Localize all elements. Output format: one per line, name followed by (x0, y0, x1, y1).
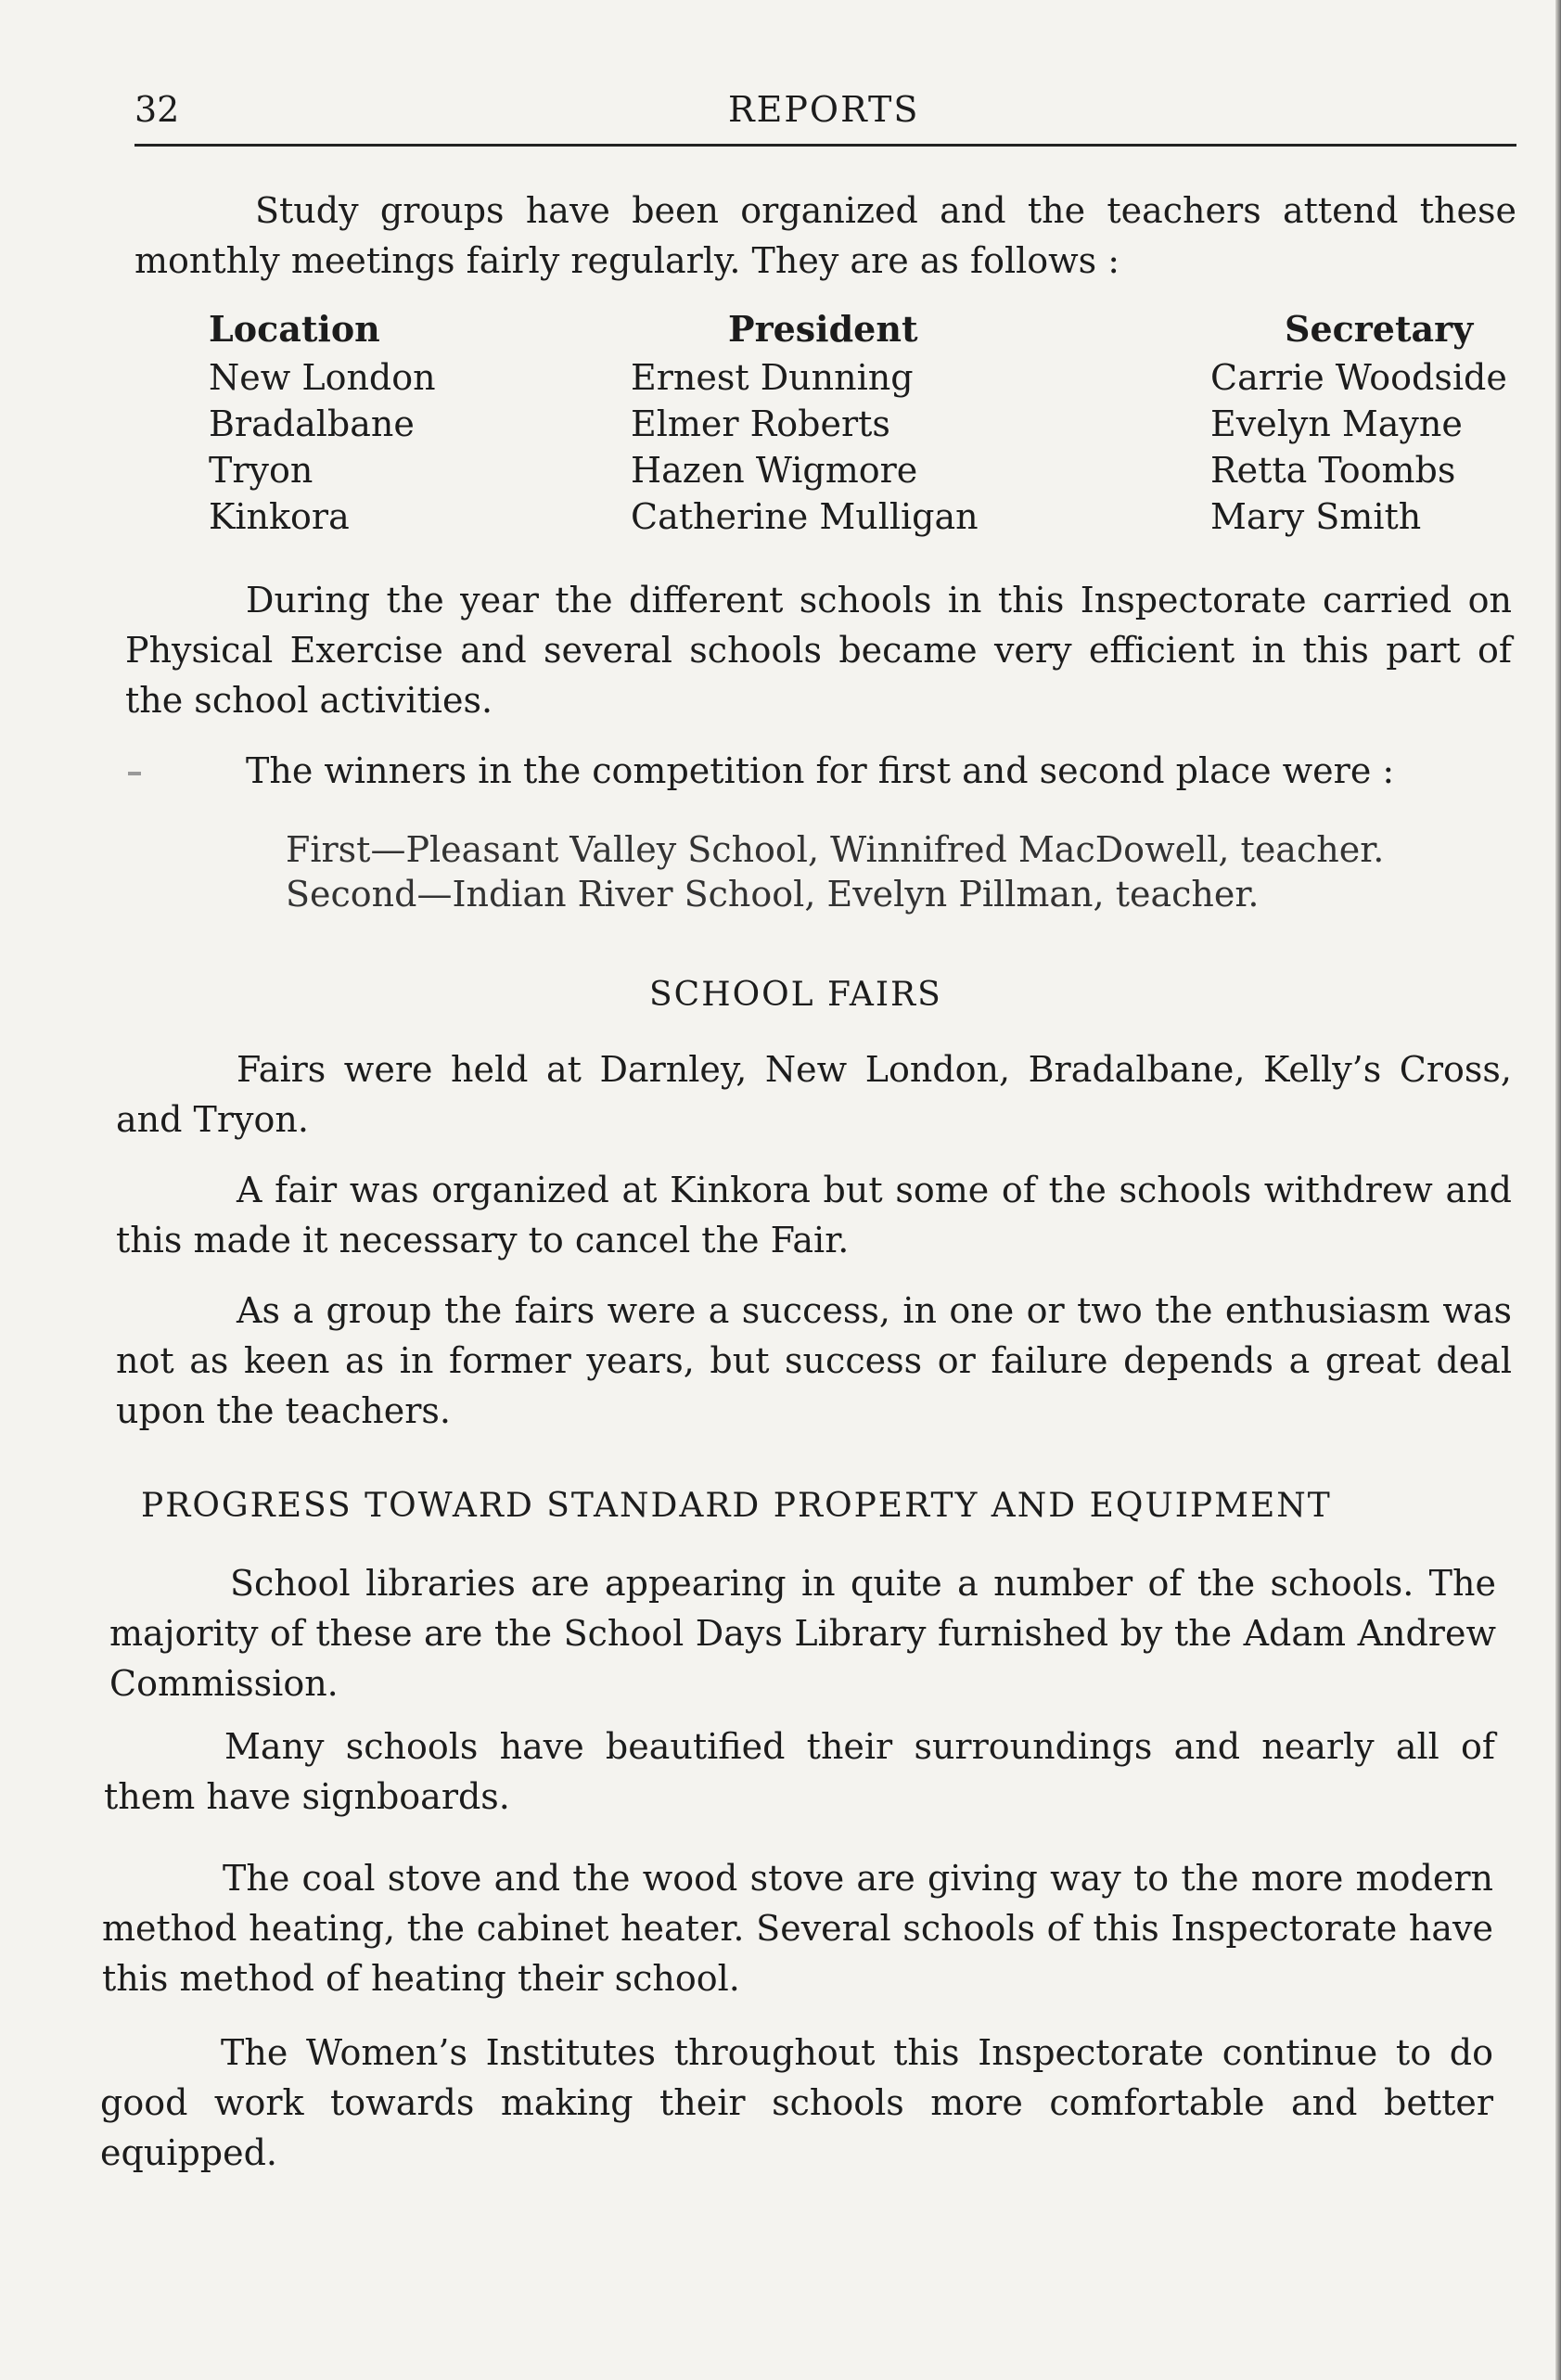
table-row (209, 401, 1507, 447)
progress-paragraph-3 (102, 1853, 1493, 2003)
physical-exercise-text: During the year the different schools in this Inspectorate carried on Physical Exercise and several schools became very efficient in this part of the school activities. (125, 580, 1512, 721)
progress-paragraph-4 (100, 2028, 1493, 2178)
winners-list (286, 827, 1384, 916)
page-header (134, 89, 1516, 135)
progress-paragraph-2 (104, 1721, 1495, 1822)
president-cell: Hazen Wigmore (631, 450, 918, 491)
fairs-text-2: A fair was organized at Kinkora but some of the schools withdrew and this made it necessary to cancel the Fair. (116, 1170, 1512, 1260)
secretary-cell: Evelyn Mayne (1210, 403, 1463, 444)
fairs-text-3: As a group the fairs were a success, in one or two the enthusiasm was not as keen as in former years, but success or failure depends a great deal upon the teachers. (116, 1290, 1512, 1431)
progress-paragraph-1 (109, 1558, 1496, 1708)
progress-text-2: Many schools have beautified their surroundings and nearly all of them have signboards. (104, 1726, 1495, 1817)
president-cell: Elmer Roberts (631, 403, 890, 444)
progress-text-1: School libraries are appearing in quite a number of the schools. The majority of these are the School Days Library furnished by the Adam Andrew Commission. (109, 1563, 1496, 1704)
progress-text-4: The Women’s Institutes throughout this Inspectorate continue to do good work towards making their schools more comfortable and better equipped. (100, 2032, 1493, 2173)
table-row (209, 493, 1507, 540)
study-groups-table (209, 302, 1507, 540)
table-header-row (209, 302, 1507, 354)
column-header-location: Location (209, 307, 380, 350)
school-fairs-heading: SCHOOL FAIRS (649, 976, 942, 1014)
progress-heading: PROGRESS TOWARD STANDARD PROPERTY AND EQUIPMENT (141, 1487, 1332, 1525)
winner-first: First—Pleasant Valley School, Winnifred MacDowell, teacher. (286, 829, 1385, 870)
location-cell: Kinkora (209, 496, 350, 537)
running-head: REPORTS (728, 89, 920, 130)
president-cell: Catherine Mulligan (631, 496, 979, 537)
secretary-cell: Mary Smith (1210, 496, 1422, 537)
intro-paragraph (134, 186, 1516, 286)
table-row (209, 447, 1507, 493)
progress-text-3: The coal stove and the wood stove are giving way to the more modern method heating, the cabinet heater. Several schools of this Inspectorate have this method of heating their school. (102, 1858, 1493, 1999)
president-cell: Ernest Dunning (631, 357, 914, 398)
winner-second: Second—Indian River School, Evelyn Pillman, teacher. (286, 874, 1260, 915)
secretary-cell: Carrie Woodside (1210, 357, 1507, 398)
fairs-paragraph-3 (116, 1286, 1512, 1436)
table-row (209, 354, 1507, 401)
winners-intro-text: The winners in the competition for first and second place were : (246, 750, 1395, 791)
intro-text: Study groups have been organized and the teachers attend these monthly meetings fairly regularly. They are as follows : (134, 190, 1516, 281)
page-number: 32 (134, 89, 180, 130)
page-edge-shadow (1555, 0, 1561, 2380)
location-cell: Tryon (209, 450, 313, 491)
fairs-paragraph-2 (116, 1165, 1512, 1265)
column-header-secretary: Secretary (1285, 307, 1474, 350)
column-header-president: President (728, 307, 918, 350)
secretary-cell: Retta Toombs (1210, 450, 1456, 491)
winners-intro-paragraph (125, 746, 1512, 796)
fairs-paragraph-1 (116, 1044, 1512, 1145)
physical-exercise-paragraph (125, 575, 1512, 725)
location-cell: New London (209, 357, 436, 398)
header-rule (134, 144, 1516, 147)
location-cell: Bradalbane (209, 403, 415, 444)
fairs-text-1: Fairs were held at Darnley, New London, Bradalbane, Kelly’s Cross, and Tryon. (116, 1049, 1512, 1140)
